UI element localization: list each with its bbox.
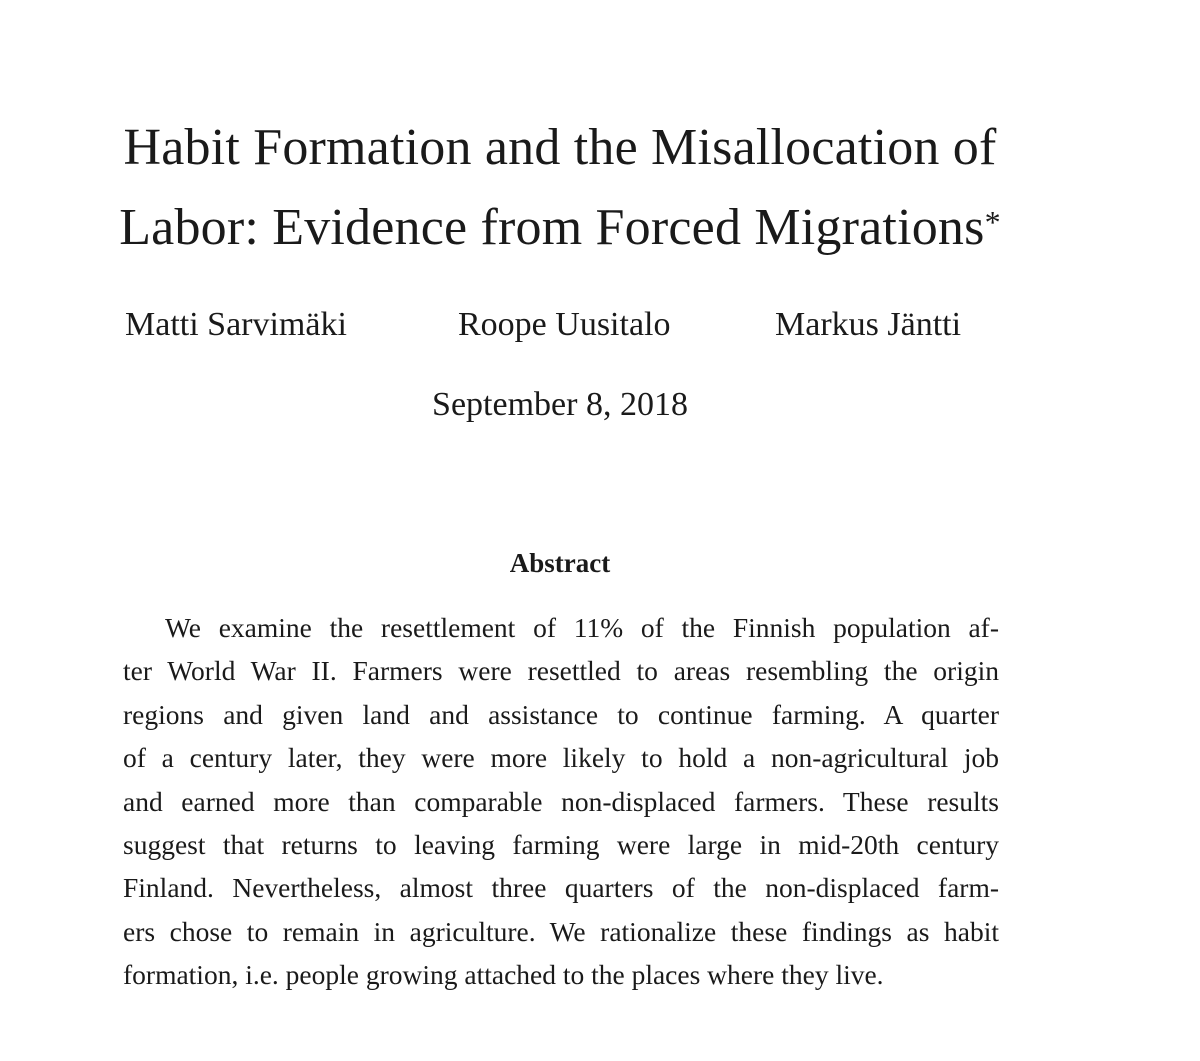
author-name: Markus Jäntti <box>775 306 962 343</box>
abstract-line: and earned more than comparable non-displaced farmers. These results <box>123 785 999 817</box>
abstract-line: regions and given land and assistance to continue farming. A quarter <box>123 698 999 730</box>
abstract-body <box>123 606 999 997</box>
abstract-line: suggest that returns to leaving farming were large in mid-20th century <box>123 829 999 861</box>
abstract-line: ers chose to remain in agriculture. We rationalize these findings as habit <box>123 915 999 947</box>
title-footnote-mark[interactable]: * <box>984 204 1001 240</box>
author-name: Roope Uusitalo <box>458 306 671 343</box>
abstract-line: We examine the resettlement of 11% of the Finnish population af- <box>165 612 999 643</box>
title-line-1: Habit Formation and the Misallocation of <box>123 119 997 176</box>
paper-title <box>60 108 1060 268</box>
abstract-line: formation, i.e. people growing attached to the places where they live. <box>123 959 884 991</box>
abstract-line: ter World War II. Farmers were resettled to areas resembling the origin <box>123 655 999 687</box>
author-list <box>0 306 1200 354</box>
author-name: Matti Sarvimäki <box>125 306 347 343</box>
publication-date: September 8, 2018 <box>432 386 688 423</box>
title-line-2: Labor: Evidence from Forced Migrations <box>119 199 985 256</box>
abstract-heading: Abstract <box>509 548 611 578</box>
abstract-line: Finland. Nevertheless, almost three quarters of the non-displaced farm- <box>123 872 999 904</box>
abstract-line: of a century later, they were more likely to hold a non-agricultural job <box>123 742 999 774</box>
